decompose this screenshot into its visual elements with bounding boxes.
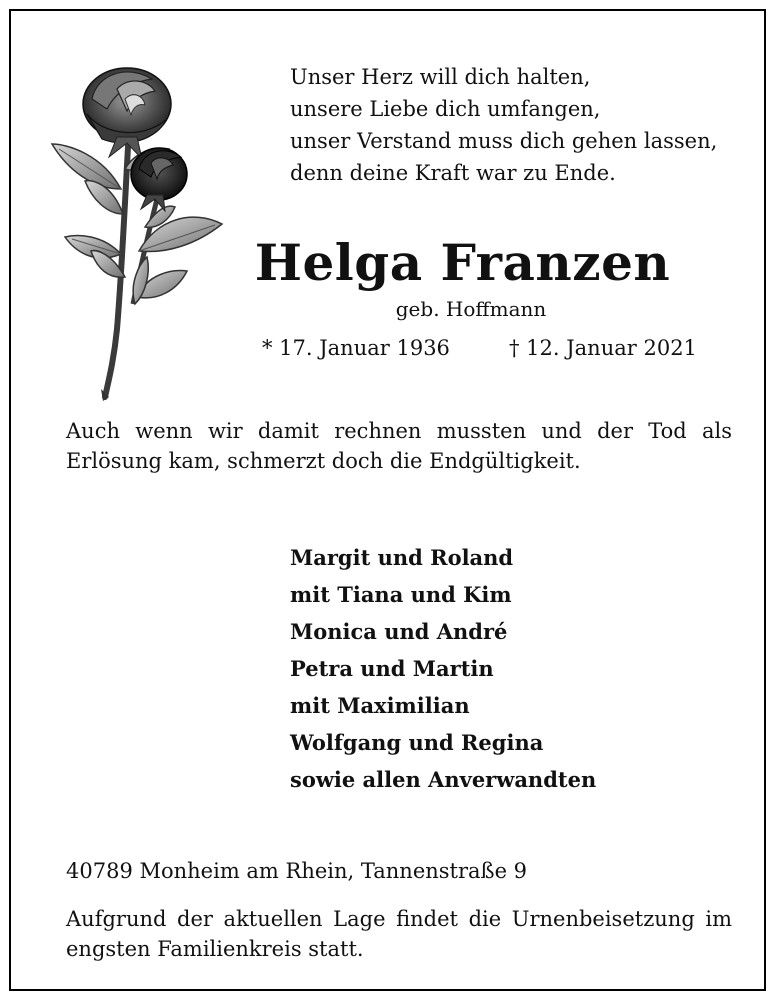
deceased-name: Helga Franzen xyxy=(254,233,671,292)
birth-date: * 17. Januar 1936 xyxy=(262,336,450,360)
condolence-message: Auch wenn wir damit rechnen mussten und der Tod als Erlösung kam, schmerzt doch die Endgültigkeit. xyxy=(66,419,732,473)
mourner-entry: Petra und Martin xyxy=(290,656,494,681)
poem-line: unser Verstand muss dich gehen lassen, xyxy=(290,129,718,153)
poem xyxy=(290,61,717,189)
mourner-entry: mit Tiana und Kim xyxy=(290,582,512,607)
funeral-notice: Aufgrund der aktuellen Lage findet die Urnenbeisetzung im engsten Familienkreis statt. xyxy=(66,907,732,961)
poem-line: unsere Liebe dich umfangen, xyxy=(290,97,601,121)
obituary-frame xyxy=(9,9,766,991)
death-date: † 12. Januar 2021 xyxy=(509,336,697,360)
mourner-entry: Margit und Roland xyxy=(290,545,514,570)
mourner-entry: sowie allen Anverwandten xyxy=(290,767,597,792)
maiden-name: geb. Hoffmann xyxy=(395,297,547,321)
mourner-entry: Monica und André xyxy=(290,619,508,644)
poem-line: Unser Herz will dich halten, xyxy=(290,65,591,89)
mourners-list xyxy=(290,539,596,798)
poem-line: denn deine Kraft war zu Ende. xyxy=(290,161,616,185)
address: 40789 Monheim am Rhein, Tannenstraße 9 xyxy=(66,859,528,883)
mourner-entry: Wolfgang und Regina xyxy=(290,730,544,755)
deceased-name-row xyxy=(11,231,764,295)
mourner-entry: mit Maximilian xyxy=(290,693,470,718)
